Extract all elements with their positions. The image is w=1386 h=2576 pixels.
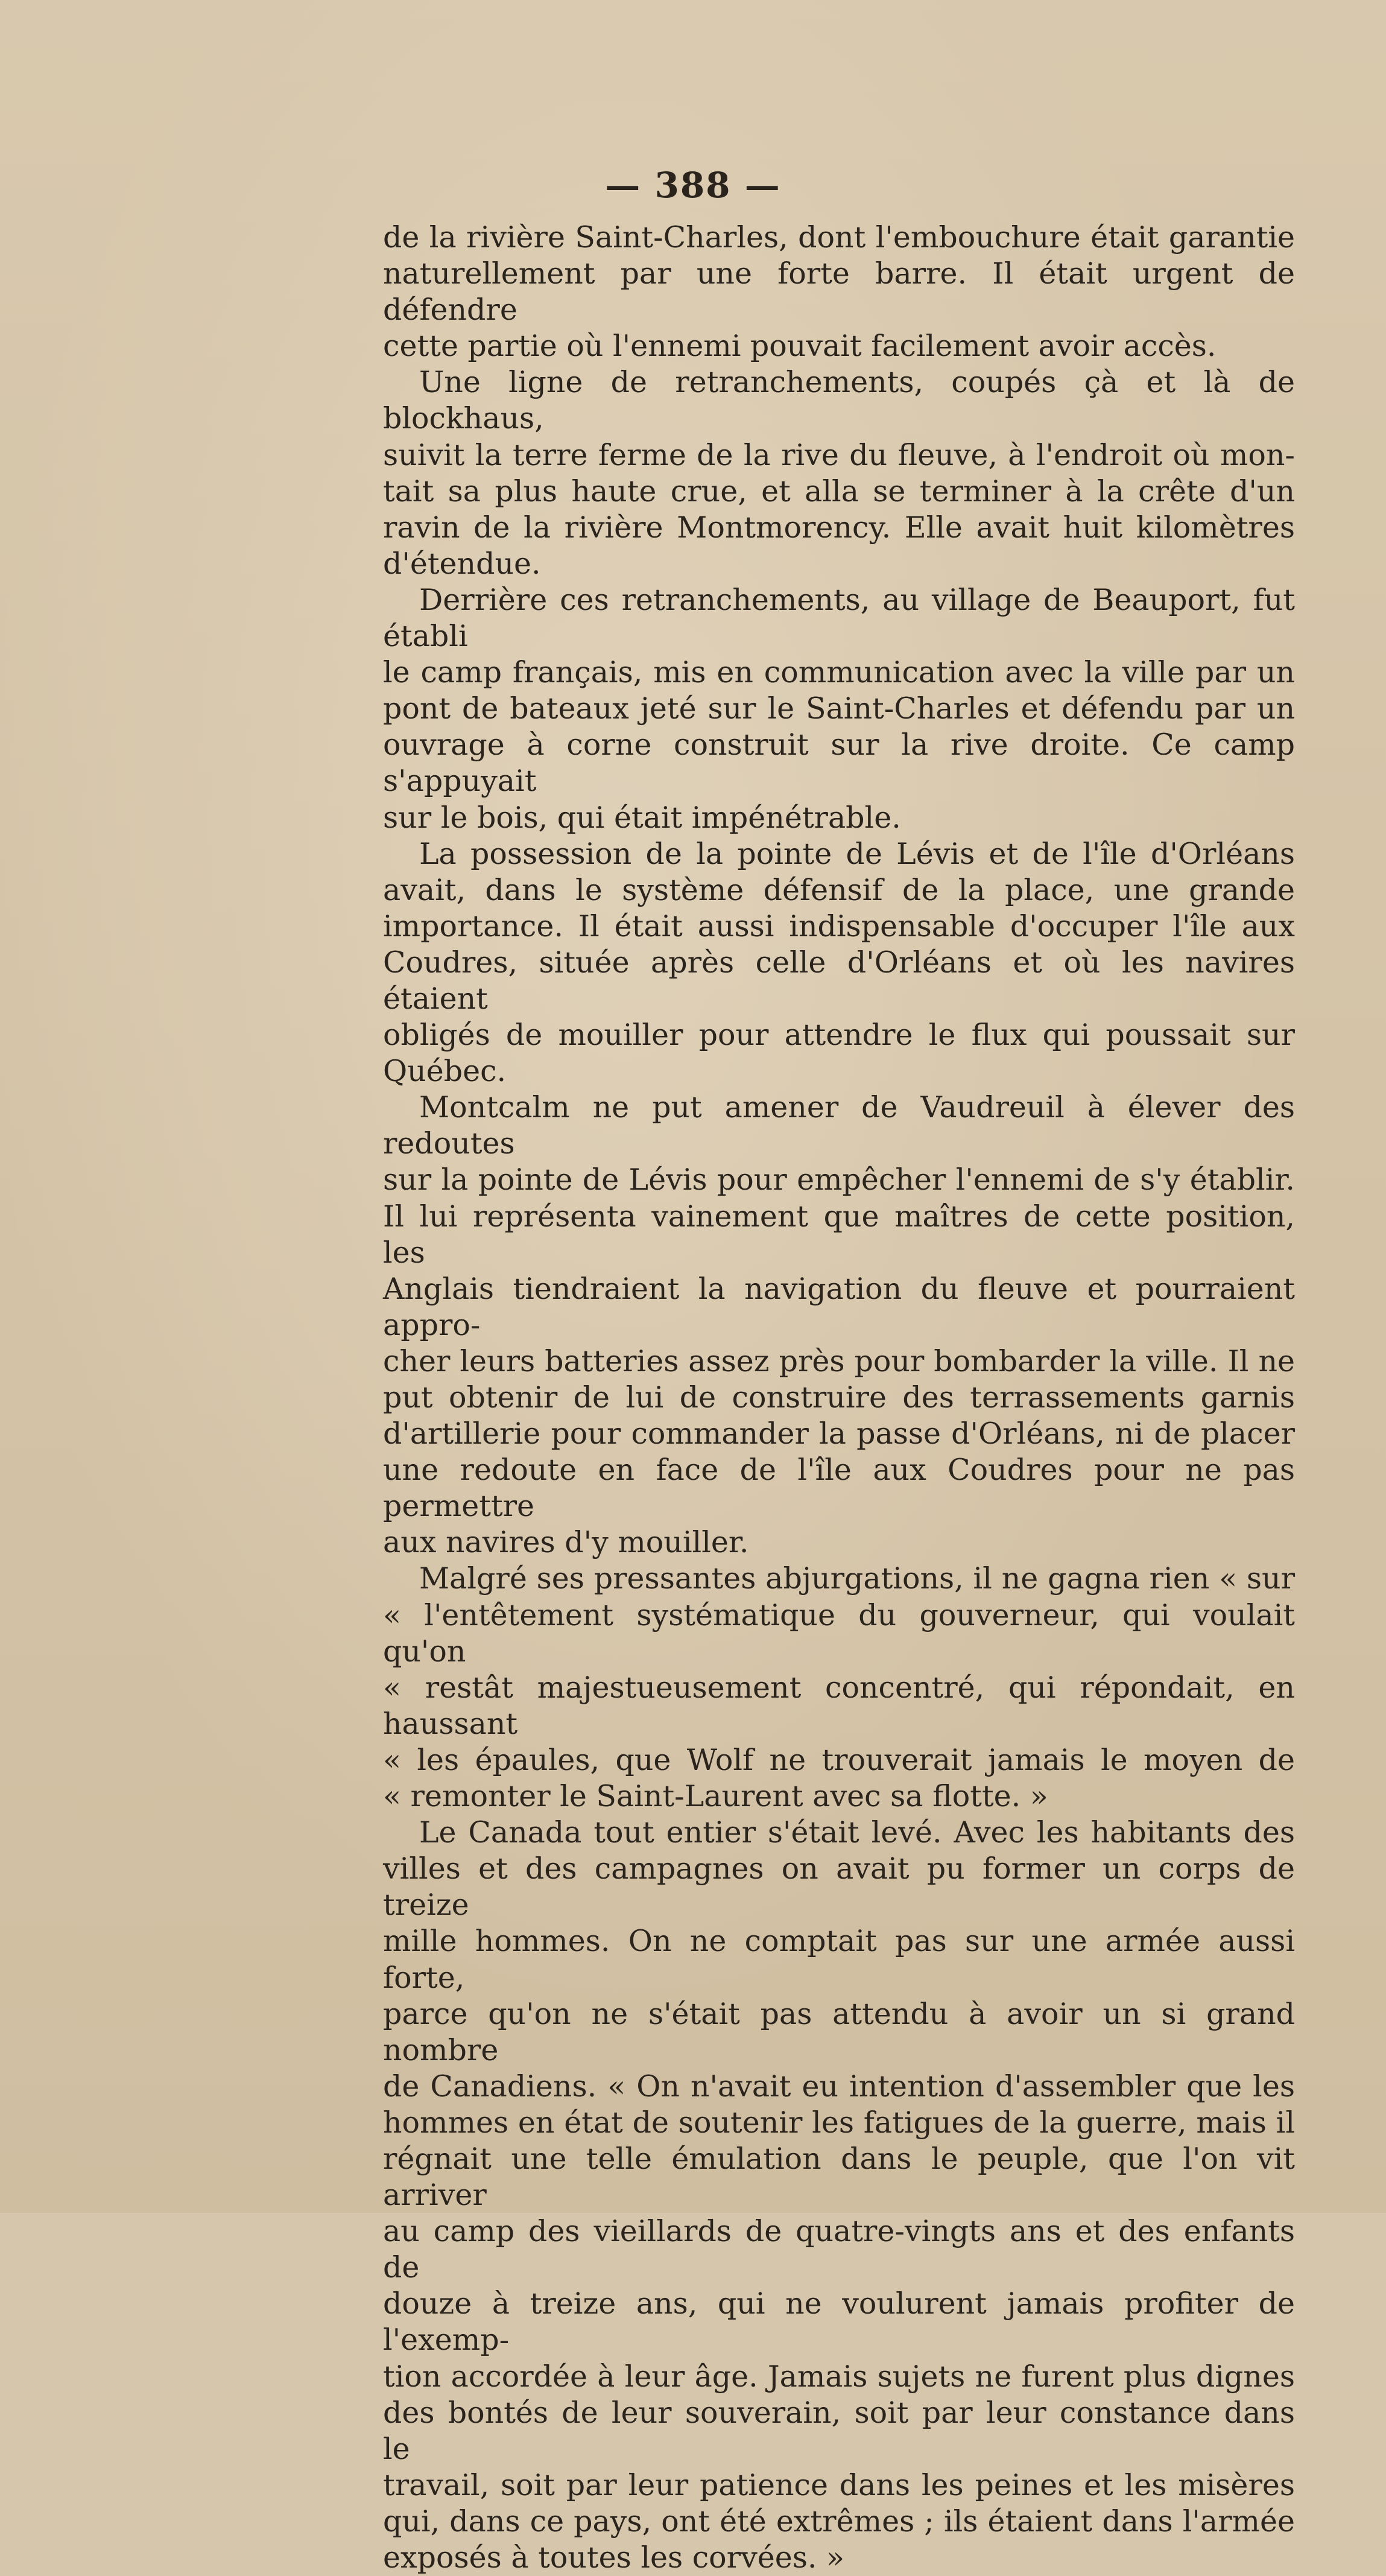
text-line: avait, dans le système défensif de la place, une grande	[383, 872, 1295, 907]
text-line: sur le bois, qui était impénétrable.	[383, 800, 901, 835]
text-line: Coudres, située après celle d'Orléans et où les navires étaient	[383, 945, 1295, 1016]
text-line: parce qu'on ne s'était pas attendu à avoir un si grand nombre	[383, 1996, 1295, 2067]
text-line: « restât majestueusement concentré, qui répondait, en haussant	[383, 1670, 1295, 1741]
text-line: de Canadiens. « On n'avait eu intention d'assembler que les	[383, 2069, 1295, 2104]
text-line: tait sa plus haute crue, et alla se terminer à la crête d'un	[383, 474, 1295, 509]
text-line: ouvrage à corne construit sur la rive droite. Ce camp s'appuyait	[383, 728, 1295, 799]
text-line: au camp des vieillards de quatre-vingts ans et des enfants de	[383, 2214, 1295, 2285]
text-line: obligés de mouiller pour attendre le flux qui poussait sur Québec.	[383, 1018, 1295, 1089]
text-line: naturellement par une forte barre. Il était urgent de défendre	[383, 256, 1295, 328]
text-line: Malgré ses pressantes abjurgations, il ne gagna rien « sur	[419, 1561, 1295, 1596]
text-line: une redoute en face de l'île aux Coudres pour ne pas permettre	[383, 1453, 1295, 1524]
text-line: sur la pointe de Lévis pour empêcher l'ennemi de s'y établir.	[383, 1163, 1295, 1198]
text-line: de la rivière Saint-Charles, dont l'embouchure était garantie	[383, 220, 1295, 255]
text-line: cher leurs batteries assez près pour bombarder la ville. Il ne	[383, 1344, 1295, 1378]
text-line: suivit la terre ferme de la rive du fleuve, à l'endroit où mon-	[383, 437, 1295, 472]
text-line: le camp français, mis en communication avec la ville par un	[383, 655, 1295, 690]
text-line: cette partie où l'ennemi pouvait facilement avoir accès.	[383, 329, 1217, 364]
text-line: régnait une telle émulation dans le peuple, que l'on vit arriver	[383, 2141, 1295, 2213]
text-line: qui, dans ce pays, ont été extrêmes ; ils étaient dans l'armée	[383, 2504, 1295, 2539]
text-line: hommes en état de soutenir les fatigues de la guerre, mais il	[383, 2105, 1295, 2140]
text-line: put obtenir de lui de construire des terrassements garnis	[383, 1380, 1295, 1415]
text-line: ravin de la rivière Montmorency. Elle avait huit kilomètres	[383, 510, 1295, 545]
text-line: Anglais tiendraient la navigation du fleuve et pourraient appro-	[383, 1271, 1295, 1342]
text-line: « les épaules, que Wolf ne trouverait jamais le moyen de	[383, 1742, 1295, 1777]
text-line: villes et des campagnes on avait pu former un corps de treize	[383, 1851, 1295, 1923]
text-line: Derrière ces retranchements, au village de Beauport, fut établi	[383, 582, 1295, 654]
text-line: exposés à toutes les corvées. »	[383, 2540, 845, 2575]
text-line: tion accordée à leur âge. Jamais sujets ne furent plus dignes	[383, 2359, 1295, 2394]
text-line: La possession de la pointe de Lévis et de l'île d'Orléans	[419, 836, 1295, 871]
body-text	[383, 220, 1295, 2576]
text-line: Montcalm ne put amener de Vaudreuil à élever des redoutes	[383, 1090, 1295, 1161]
text-line: d'artillerie pour commander la passe d'Orléans, ni de placer	[383, 1416, 1295, 1451]
text-line: pont de bateaux jeté sur le Saint-Charles et défendu par un	[383, 691, 1295, 726]
text-line: « remonter le Saint-Laurent avec sa flotte. »	[383, 1779, 1048, 1814]
text-line: mille hommes. On ne comptait pas sur une armée aussi forte,	[383, 1924, 1295, 1995]
text-line: travail, soit par leur patience dans les peines et les misères	[383, 2467, 1295, 2502]
text-line: Il lui représenta vainement que maîtres de cette position, les	[383, 1199, 1295, 1270]
text-line: « l'entêtement systématique du gouverneur, qui voulait qu'on	[383, 1597, 1295, 1669]
text-line: importance. Il était aussi indispensable d'occuper l'île aux	[383, 909, 1295, 944]
text-line: Une ligne de retranchements, coupés çà et là de blockhaus,	[383, 365, 1295, 436]
text-line: d'étendue.	[383, 546, 541, 581]
text-line: Le Canada tout entier s'était levé. Avec les habitants des	[419, 1815, 1295, 1850]
text-line: douze à treize ans, qui ne voulurent jamais profiter de l'exemp-	[383, 2286, 1295, 2358]
page-number: — 388 —	[605, 165, 781, 206]
text-line: des bontés de leur souverain, soit par leur constance dans le	[383, 2395, 1295, 2466]
text-line: aux navires d'y mouiller.	[383, 1525, 749, 1560]
